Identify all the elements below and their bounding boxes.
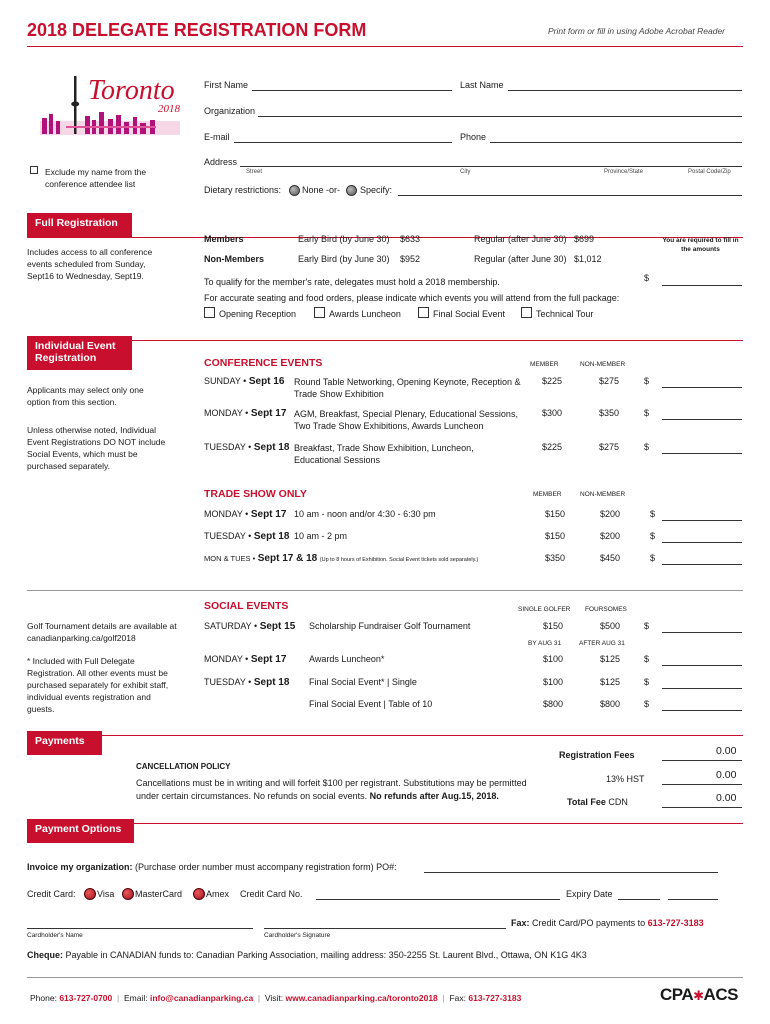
opening-reception-checkbox[interactable] [204, 307, 215, 318]
event-awards-luncheon[interactable]: Awards Luncheon [314, 307, 401, 319]
trade-monday-amount[interactable] [662, 520, 742, 521]
nonmembers-earlybird: Early Bird (by June 30) [298, 254, 390, 264]
trade-montues-member: $350 [545, 553, 566, 563]
hst-label: 13% HST [606, 774, 645, 784]
cardholder-signature-field[interactable] [264, 928, 506, 929]
fax-payments-note: Fax: Credit Card/PO payments to 613-727-3183 [511, 918, 704, 928]
social-awards-amount[interactable] [662, 665, 742, 666]
hst-line [662, 784, 742, 785]
after-aug-col: AFTER AUG 31 [579, 640, 625, 647]
included-note: * Included with Full Delegate Registration. All other events must be purchased separately for exhibit staff, individual events registration and guests. [27, 656, 169, 714]
social-awards-afteraug: $125 [600, 654, 621, 664]
dietary-specify-field[interactable] [398, 195, 742, 196]
card-number-field[interactable] [316, 899, 560, 900]
social-row-monday: MONDAY • Sept 17 [204, 654, 287, 665]
foursomes-col: FOURSOMES [585, 606, 627, 613]
mastercard-label: MasterCard [135, 889, 183, 899]
card-number-label: Credit Card No. [240, 889, 303, 899]
visa-radio[interactable] [84, 888, 96, 900]
organization-label: Organization [204, 106, 256, 116]
trade-montues-amount[interactable] [662, 564, 742, 565]
payments-rule [27, 735, 743, 736]
total-fee-value[interactable]: 0.00 [716, 792, 737, 804]
address-label: Address [204, 157, 238, 167]
province-caption: Province/State [604, 169, 644, 175]
footer-website-link[interactable]: www.canadianparking.ca/toronto2018 [285, 993, 438, 1003]
svg-text:2018: 2018 [158, 103, 180, 115]
single-golfer-col: SINGLE GOLFER [518, 606, 571, 613]
trade-row-tuesday: TUESDAY • Sept 18 [204, 531, 290, 542]
footer-rule [27, 977, 743, 978]
conference-nonmember-col: NON-MEMBER [580, 361, 626, 368]
visa-label: Visa [97, 889, 115, 899]
social-final-single-afteraug: $125 [600, 677, 621, 687]
trade-montues-nonmember: $450 [600, 553, 621, 563]
mastercard-radio[interactable] [122, 888, 134, 900]
members-earlybird: Early Bird (by June 30) [298, 234, 390, 244]
last-name-field[interactable] [508, 90, 742, 91]
conference-monday-member: $300 [542, 408, 563, 418]
dietary-specify-label: Specify: [360, 185, 393, 195]
seating-note: For accurate seating and food orders, please indicate which events you will attend from the full package: [204, 293, 620, 303]
expiry-year-field[interactable] [668, 899, 718, 900]
conference-sunday-desc: Round Table Networking, Opening Keynote, Reception & Trade Show Exhibition [294, 377, 521, 399]
members-regular-price: $699 [574, 234, 595, 244]
by-aug-col: BY AUG 31 [528, 640, 562, 647]
conference-heading: CONFERENCE EVENTS [204, 357, 323, 369]
social-row-saturday: SATURDAY • Sept 15 [204, 621, 296, 632]
conference-row-tuesday: TUESDAY • Sept 18 [204, 442, 290, 453]
conference-monday-amount[interactable] [662, 419, 742, 420]
amex-label: Amex [206, 889, 230, 899]
social-final-table-amount[interactable] [662, 710, 742, 711]
event-final-social[interactable]: Final Social Event [418, 307, 505, 319]
email-label: E-mail [204, 132, 230, 142]
footer-contact: Phone: 613-727-0700 | Email: info@canadianparking.ca | Visit: www.canadianparking.ca/toronto2018 | Fax: 613-727-3183 [30, 993, 522, 1003]
registration-fees-value[interactable]: 0.00 [716, 745, 737, 757]
members-earlybird-price: $633 [400, 234, 421, 244]
event-technical-tour[interactable]: Technical Tour [521, 307, 593, 319]
svg-text:Toronto: Toronto [88, 75, 175, 106]
nonmembers-regular: Regular (after June 30) [474, 254, 567, 264]
conference-tuesday-amount[interactable] [662, 453, 742, 454]
registration-fees-label: Registration Fees [559, 750, 635, 760]
nonmembers-regular-price: $1,012 [574, 254, 602, 264]
required-note: You are required to fill in the amounts [662, 237, 739, 253]
amex-radio[interactable] [193, 888, 205, 900]
address-field[interactable] [240, 166, 742, 167]
form-title: 2018 DELEGATE REGISTRATION FORM [27, 20, 367, 40]
dietary-label: Dietary restrictions: [204, 185, 282, 195]
trade-row-monday: MONDAY • Sept 17 [204, 509, 287, 520]
trade-heading: TRADE SHOW ONLY [204, 488, 307, 500]
conference-member-col: MEMBER [530, 361, 559, 368]
cardholder-name-field[interactable] [27, 928, 253, 929]
social-golf-desc: Scholarship Fundraiser Golf Tournament [309, 621, 471, 631]
golf-note: Golf Tournament details are available at canadianparking.ca/golf2018 [27, 621, 177, 643]
payment-options-rule [27, 823, 743, 824]
organization-field[interactable] [258, 116, 742, 117]
first-name-label: First Name [204, 80, 249, 90]
conference-sunday-member: $225 [542, 376, 563, 386]
trade-monday-nonmember: $200 [600, 509, 621, 519]
city-caption: City [460, 169, 471, 175]
trade-member-col: MEMBER [533, 491, 562, 498]
cpa-acs-logo: CPA✱ACS [660, 985, 738, 1004]
social-golf-amount[interactable] [662, 632, 742, 633]
credit-card-label: Credit Card: [27, 889, 76, 899]
email-field[interactable] [234, 142, 452, 143]
awards-luncheon-checkbox[interactable] [314, 307, 325, 318]
event-opening-reception[interactable]: Opening Reception [204, 307, 296, 319]
footer-phone: 613-727-0700 [59, 993, 113, 1003]
last-name-label: Last Name [460, 80, 504, 90]
dietary-specify-radio[interactable] [346, 185, 357, 196]
phone-field[interactable] [490, 142, 742, 143]
print-note: Print form or fill in using Adobe Acrobat Reader [548, 26, 726, 36]
invoice-row: Invoice my organization: (Purchase order number must accompany registration form) PO#: [27, 862, 397, 872]
conference-monday-nonmember: $350 [599, 408, 620, 418]
full-registration-note: Includes access to all conference events scheduled from Sunday, Sept16 to Wednesday, Sept19. [27, 247, 153, 281]
social-golf-foursome: $500 [600, 621, 621, 631]
expiry-month-field[interactable] [618, 899, 660, 900]
conference-sunday-amount[interactable] [662, 387, 742, 388]
trade-monday-member: $150 [545, 509, 566, 519]
footer-fax: 613-727-3183 [468, 993, 522, 1003]
trade-row-montues: MON & TUES • Sept 17 & 18 (Up to 8 hours of Exhibition. Social Event tickets sold separately.) [204, 553, 479, 564]
full-registration-band: Full Registration [27, 213, 132, 237]
maple-leaf-icon: ✱ [693, 988, 704, 1003]
technical-tour-checkbox[interactable] [521, 307, 532, 318]
dietary-none-label: None -or- [302, 185, 341, 195]
conference-tuesday-member: $225 [542, 442, 563, 452]
exclude-note: Exclude my name from the conference attendee list [45, 167, 147, 189]
cancellation-title: CANCELLATION POLICY [136, 762, 231, 771]
social-final-table-desc: Final Social Event | Table of 10 [309, 699, 433, 709]
hst-value[interactable]: 0.00 [716, 769, 737, 781]
individual-rule [27, 340, 743, 341]
total-fee-label: Total Fee CDN [567, 797, 628, 807]
postal-caption: Postal Code/Zip [688, 169, 731, 175]
individual-band: Individual Event Registration [27, 336, 132, 370]
conference-tuesday-desc: Breakfast, Trade Show Exhibition, Luncheon, Educational Sessions [294, 443, 474, 465]
first-name-field[interactable] [252, 90, 452, 91]
conference-monday-desc: AGM, Breakfast, Special Plenary, Educational Sessions, Two Trade Show Exhibitions, Awards Luncheon [294, 409, 518, 431]
trade-tuesday-nonmember: $200 [600, 531, 621, 541]
conference-tuesday-nonmember: $275 [599, 442, 620, 452]
conference-sunday-nonmember: $275 [599, 376, 620, 386]
conference-row-monday: MONDAY • Sept 17 [204, 408, 287, 419]
conference-row-sunday: SUNDAY • Sept 16 [204, 376, 285, 387]
individual-note-1: Applicants may select only one option from this section. [27, 385, 144, 407]
final-social-checkbox[interactable] [418, 307, 429, 318]
social-row-tuesday: TUESDAY • Sept 18 [204, 677, 290, 688]
social-final-table-byaug: $800 [543, 699, 564, 709]
full-registration-amount-field[interactable] [662, 285, 742, 286]
social-final-single-amount[interactable] [662, 688, 742, 689]
individual-note-2: Unless otherwise noted, Individual Event Registrations DO NOT include Social Events, which must be purchased separately. [27, 425, 166, 471]
cardholder-name-caption: Cardholder's Name [27, 932, 83, 939]
payments-band: Payments [27, 731, 102, 755]
social-final-table-afteraug: $800 [600, 699, 621, 709]
registration-fees-line [662, 760, 742, 761]
social-final-single-desc: Final Social Event* | Single [309, 677, 417, 687]
payment-options-band: Payment Options [27, 819, 134, 843]
trade-nonmember-col: NON-MEMBER [580, 491, 626, 498]
trade-monday-desc: 10 am - noon and/or 4:30 - 6:30 pm [294, 509, 436, 519]
qualify-note: To qualify for the member's rate, delegates must hold a 2018 membership. [204, 277, 500, 287]
cardholder-signature-caption: Cardholder's Signature [264, 932, 331, 939]
social-awards-byaug: $100 [543, 654, 564, 664]
members-label: Members [204, 234, 244, 244]
members-regular: Regular (after June 30) [474, 234, 567, 244]
social-golf-single: $150 [543, 621, 564, 631]
social-rule [27, 590, 743, 591]
toronto-logo [30, 66, 195, 141]
social-heading: SOCIAL EVENTS [204, 600, 289, 612]
social-awards-desc: Awards Luncheon* [309, 654, 385, 664]
trade-tuesday-member: $150 [545, 531, 566, 541]
cheque-note: Cheque: Payable in CANADIAN funds to: Canadian Parking Association, mailing address: 350-2255 St. Laurent Blvd., Ottawa, ON K1G 4K3 [27, 950, 587, 960]
dietary-none-radio[interactable] [289, 185, 300, 196]
social-final-single-byaug: $100 [543, 677, 564, 687]
header-rule [27, 46, 743, 47]
phone-label: Phone [460, 132, 487, 142]
street-caption: Street [246, 169, 263, 175]
po-number-field[interactable] [424, 872, 718, 873]
total-fee-line [662, 807, 742, 808]
nonmembers-label: Non-Members [204, 254, 265, 264]
expiry-label: Expiry Date [566, 889, 613, 899]
trade-tuesday-amount[interactable] [662, 542, 742, 543]
cancellation-text: Cancellations must be in writing and will forfeit $100 per registrant. Substitutions may be permitted under certain circumstances. No refunds on social events. No refunds after Aug.15, 2018. [136, 778, 527, 801]
exclude-checkbox[interactable] [30, 166, 38, 174]
full-registration-dollar: $ [644, 273, 650, 283]
nonmembers-earlybird-price: $952 [400, 254, 421, 264]
trade-tuesday-desc: 10 am - 2 pm [294, 531, 348, 541]
footer-email-link[interactable]: info@canadianparking.ca [149, 993, 254, 1003]
